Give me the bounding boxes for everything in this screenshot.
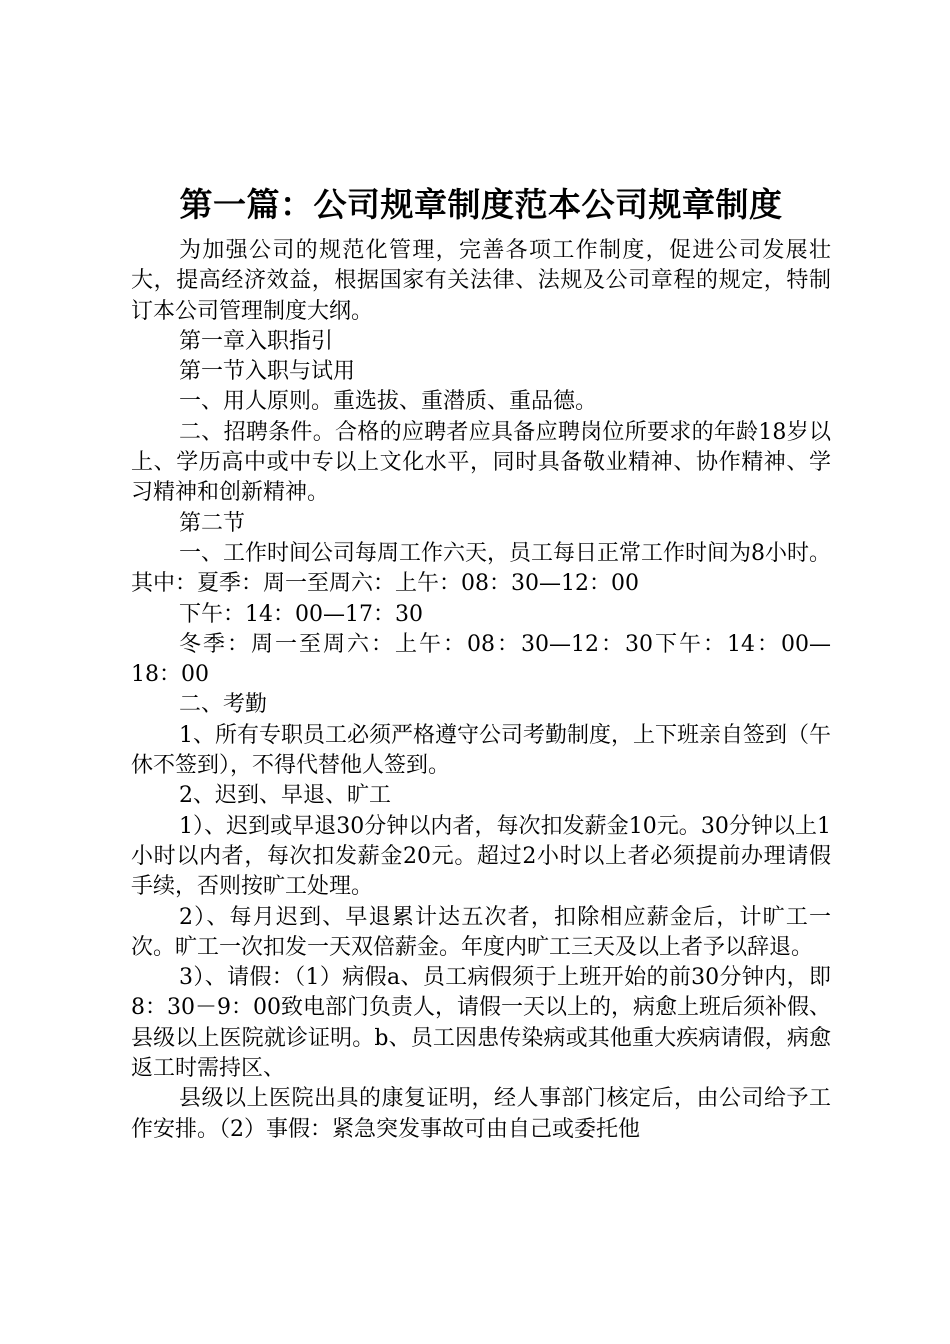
paragraph-leave-sick: 3）、请假：（1）病假a、员工病假须于上班开始的前30分钟内，即8：30－9：00致电部门负责人，请假一天以上的，病愈上班后须补假、县级以上医院就诊证明。b、员工因患传染病或其他重大疾病请假，病愈返工时需持区、 [131, 965, 831, 1082]
paragraph-summer-afternoon: 下午：14：00—17：30 [179, 601, 423, 627]
paragraph-winter-hours: 冬季：周一至周六：上午：08：30—12：30下午：14：00—18：00 [131, 631, 831, 688]
paragraph-leave-personal: 县级以上医院出具的康复证明，经人事部门核定后，由公司给予工作安排。（2）事假：紧急突发事故可由自己或委托他 [131, 1086, 831, 1142]
paragraph-hiring-principle: 一、用人原则。重选拔、重潜质、重品德。 [179, 389, 598, 415]
paragraph-working-hours: 一、工作时间公司每周工作六天，员工每日正常工作时间为8小时。其中：夏季：周一至周六：上午：08：30—12：00 [131, 540, 831, 597]
paragraph-late-penalty: 1）、迟到或早退30分钟以内者，每次扣发薪金10元。30分钟以上1小时以内者，每次扣发薪金20元。超过2小时以上者必须提前办理请假手续，否则按旷工处理。 [131, 813, 831, 900]
paragraph-attendance-rule-2: 2、迟到、早退、旷工 [179, 783, 391, 809]
paragraph-absence-penalty: 2）、每月迟到、早退累计达五次者，扣除相应薪金后，计旷工一次。旷工一次扣发一天双倍薪金。年度内旷工三天及以上者予以辞退。 [131, 904, 831, 960]
paragraph-section-2: 第二节 [179, 510, 246, 536]
paragraph-section-1: 第一节入职与试用 [179, 359, 356, 385]
document-title: 第一篇：公司规章制度范本公司规章制度 [179, 185, 783, 224]
paragraph-intro: 为加强公司的规范化管理，完善各项工作制度，促进公司发展壮大，提高经济效益，根据国家有关法律、法规及公司章程的规定，特制订本公司管理制度大纲。 [131, 238, 831, 324]
paragraph-chapter-1: 第一章入职指引 [179, 328, 334, 354]
paragraph-hiring-conditions: 二、招聘条件。合格的应聘者应具备应聘岗位所要求的年龄18岁以上、学历高中或中专以上文化水平，同时具备敬业精神、协作精神、学习精神和创新精神。 [131, 419, 831, 506]
document-page [131, 180, 831, 1145]
paragraph-attendance-rule-1: 1、所有专职员工必须严格遵守公司考勤制度，上下班亲自签到（午休不签到），不得代替他人签到。 [131, 722, 831, 779]
paragraph-attendance-heading: 二、考勤 [179, 692, 268, 718]
